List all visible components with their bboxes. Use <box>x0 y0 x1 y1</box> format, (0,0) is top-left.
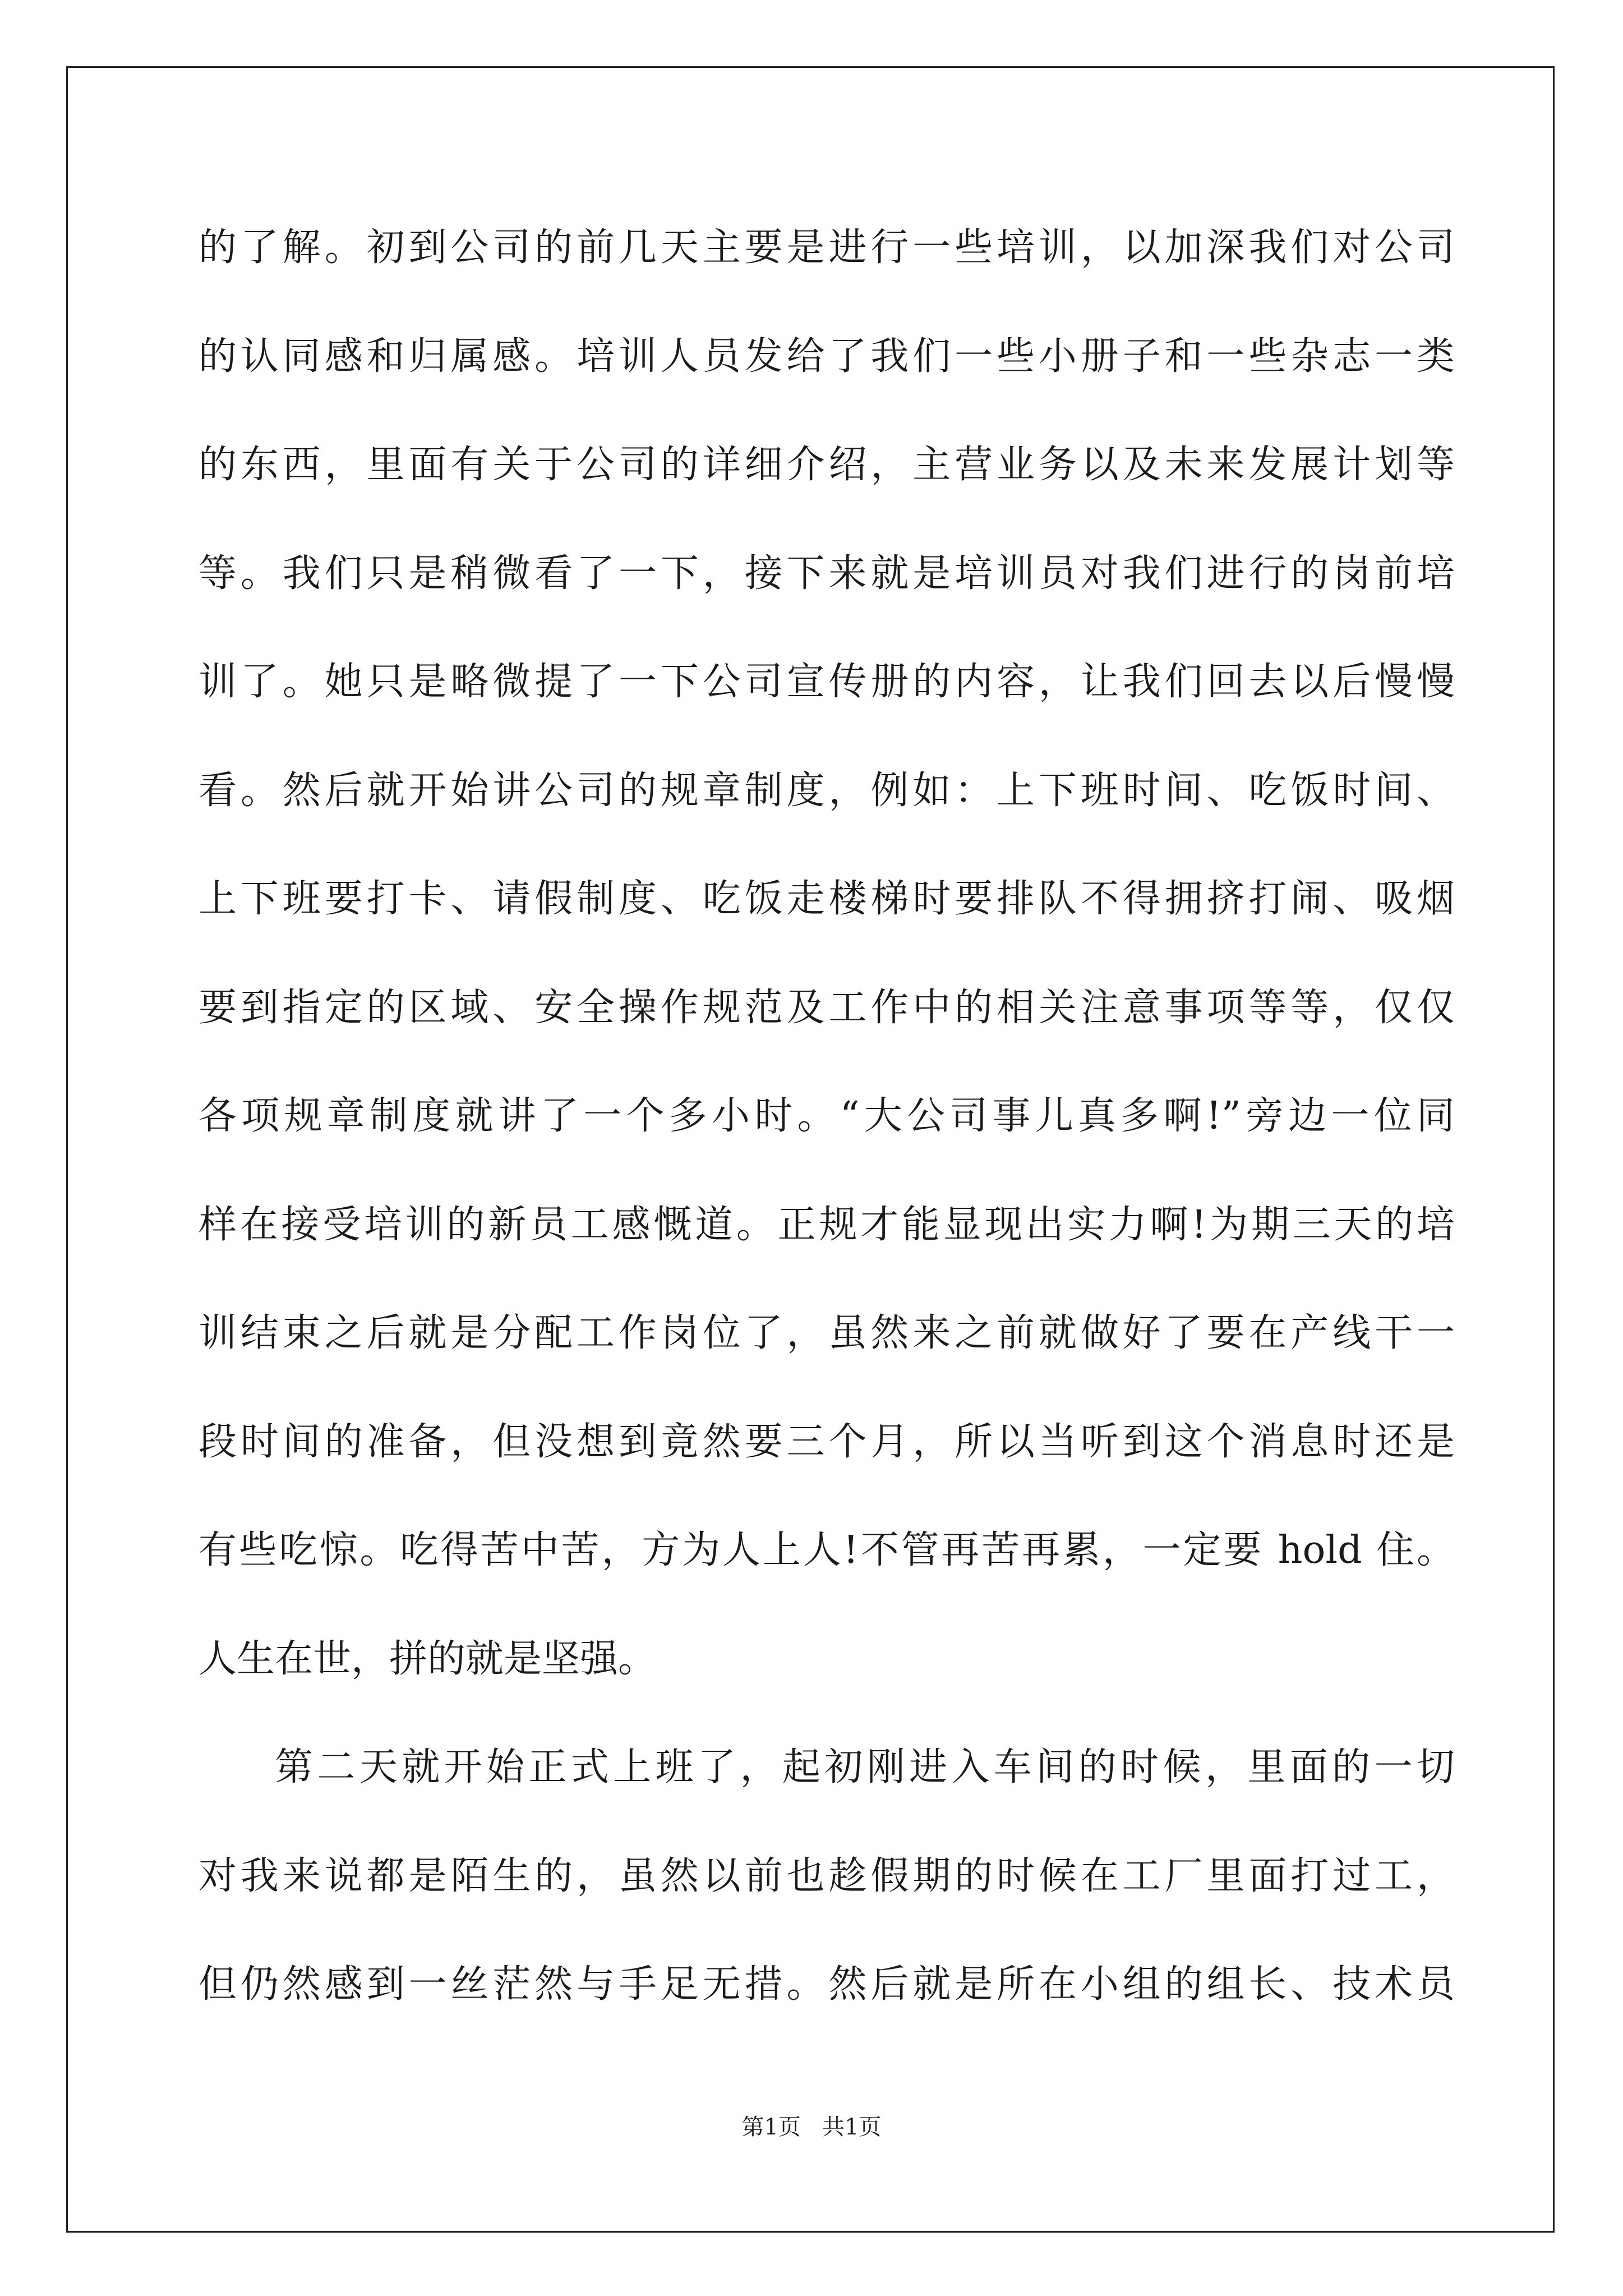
paragraph-first-line: 第二天就开始正式上班了，起初刚进入车间的时候，里面的一切 <box>275 1745 1455 1789</box>
text-line: 但仍然感到一丝茫然与手足无措。然后就是所在小组的组长、技术员 <box>199 1962 1455 2007</box>
body-text <box>199 194 1455 2039</box>
text-line: 有些吃惊。吃得苦中苦，方为人上人!不管再苦再累，一定要 hold 住。 <box>199 1528 1455 1572</box>
text-line: 看。然后就开始讲公司的规章制度，例如：上下班时间、吃饭时间、 <box>199 768 1455 813</box>
text-line: 的了解。初到公司的前几天主要是进行一些培训，以加深我们对公司 <box>199 226 1455 270</box>
text-line: 的认同感和归属感。培训人员发给了我们一些小册子和一些杂志一类 <box>199 334 1455 379</box>
text-line: 段时间的准备，但没想到竟然要三个月，所以当听到这个消息时还是 <box>199 1419 1455 1464</box>
text-line: 训结束之后就是分配工作岗位了，虽然来之前就做好了要在产线干一 <box>199 1311 1455 1355</box>
text-line: 各项规章制度就讲了一个多小时。“大公司事儿真多啊!”旁边一位同 <box>199 1094 1455 1138</box>
page-footer: 第1页 共1页 <box>741 2114 882 2140</box>
text-line: 的东西，里面有关于公司的详细介绍，主营业务以及未来发展计划等 <box>199 443 1455 487</box>
text-line: 要到指定的区域、安全操作规范及工作中的相关注意事项等等，仅仅 <box>199 985 1455 1030</box>
text-line: 训了。她只是略微提了一下公司宣传册的内容，让我们回去以后慢慢 <box>199 660 1455 704</box>
text-line: 上下班要打卡、请假制度、吃饭走楼梯时要排队不得拥挤打闹、吸烟 <box>199 877 1455 921</box>
text-line: 对我来说都是陌生的，虽然以前也趁假期的时候在工厂里面打过工， <box>199 1853 1455 1898</box>
text-line: 等。我们只是稍微看了一下，接下来就是培训员对我们进行的岗前培 <box>199 551 1455 596</box>
text-line: 样在接受培训的新员工感慨道。正规才能显现出实力啊!为期三天的培 <box>199 1202 1455 1247</box>
text-line: 人生在世，拼的就是坚强。 <box>199 1636 657 1681</box>
